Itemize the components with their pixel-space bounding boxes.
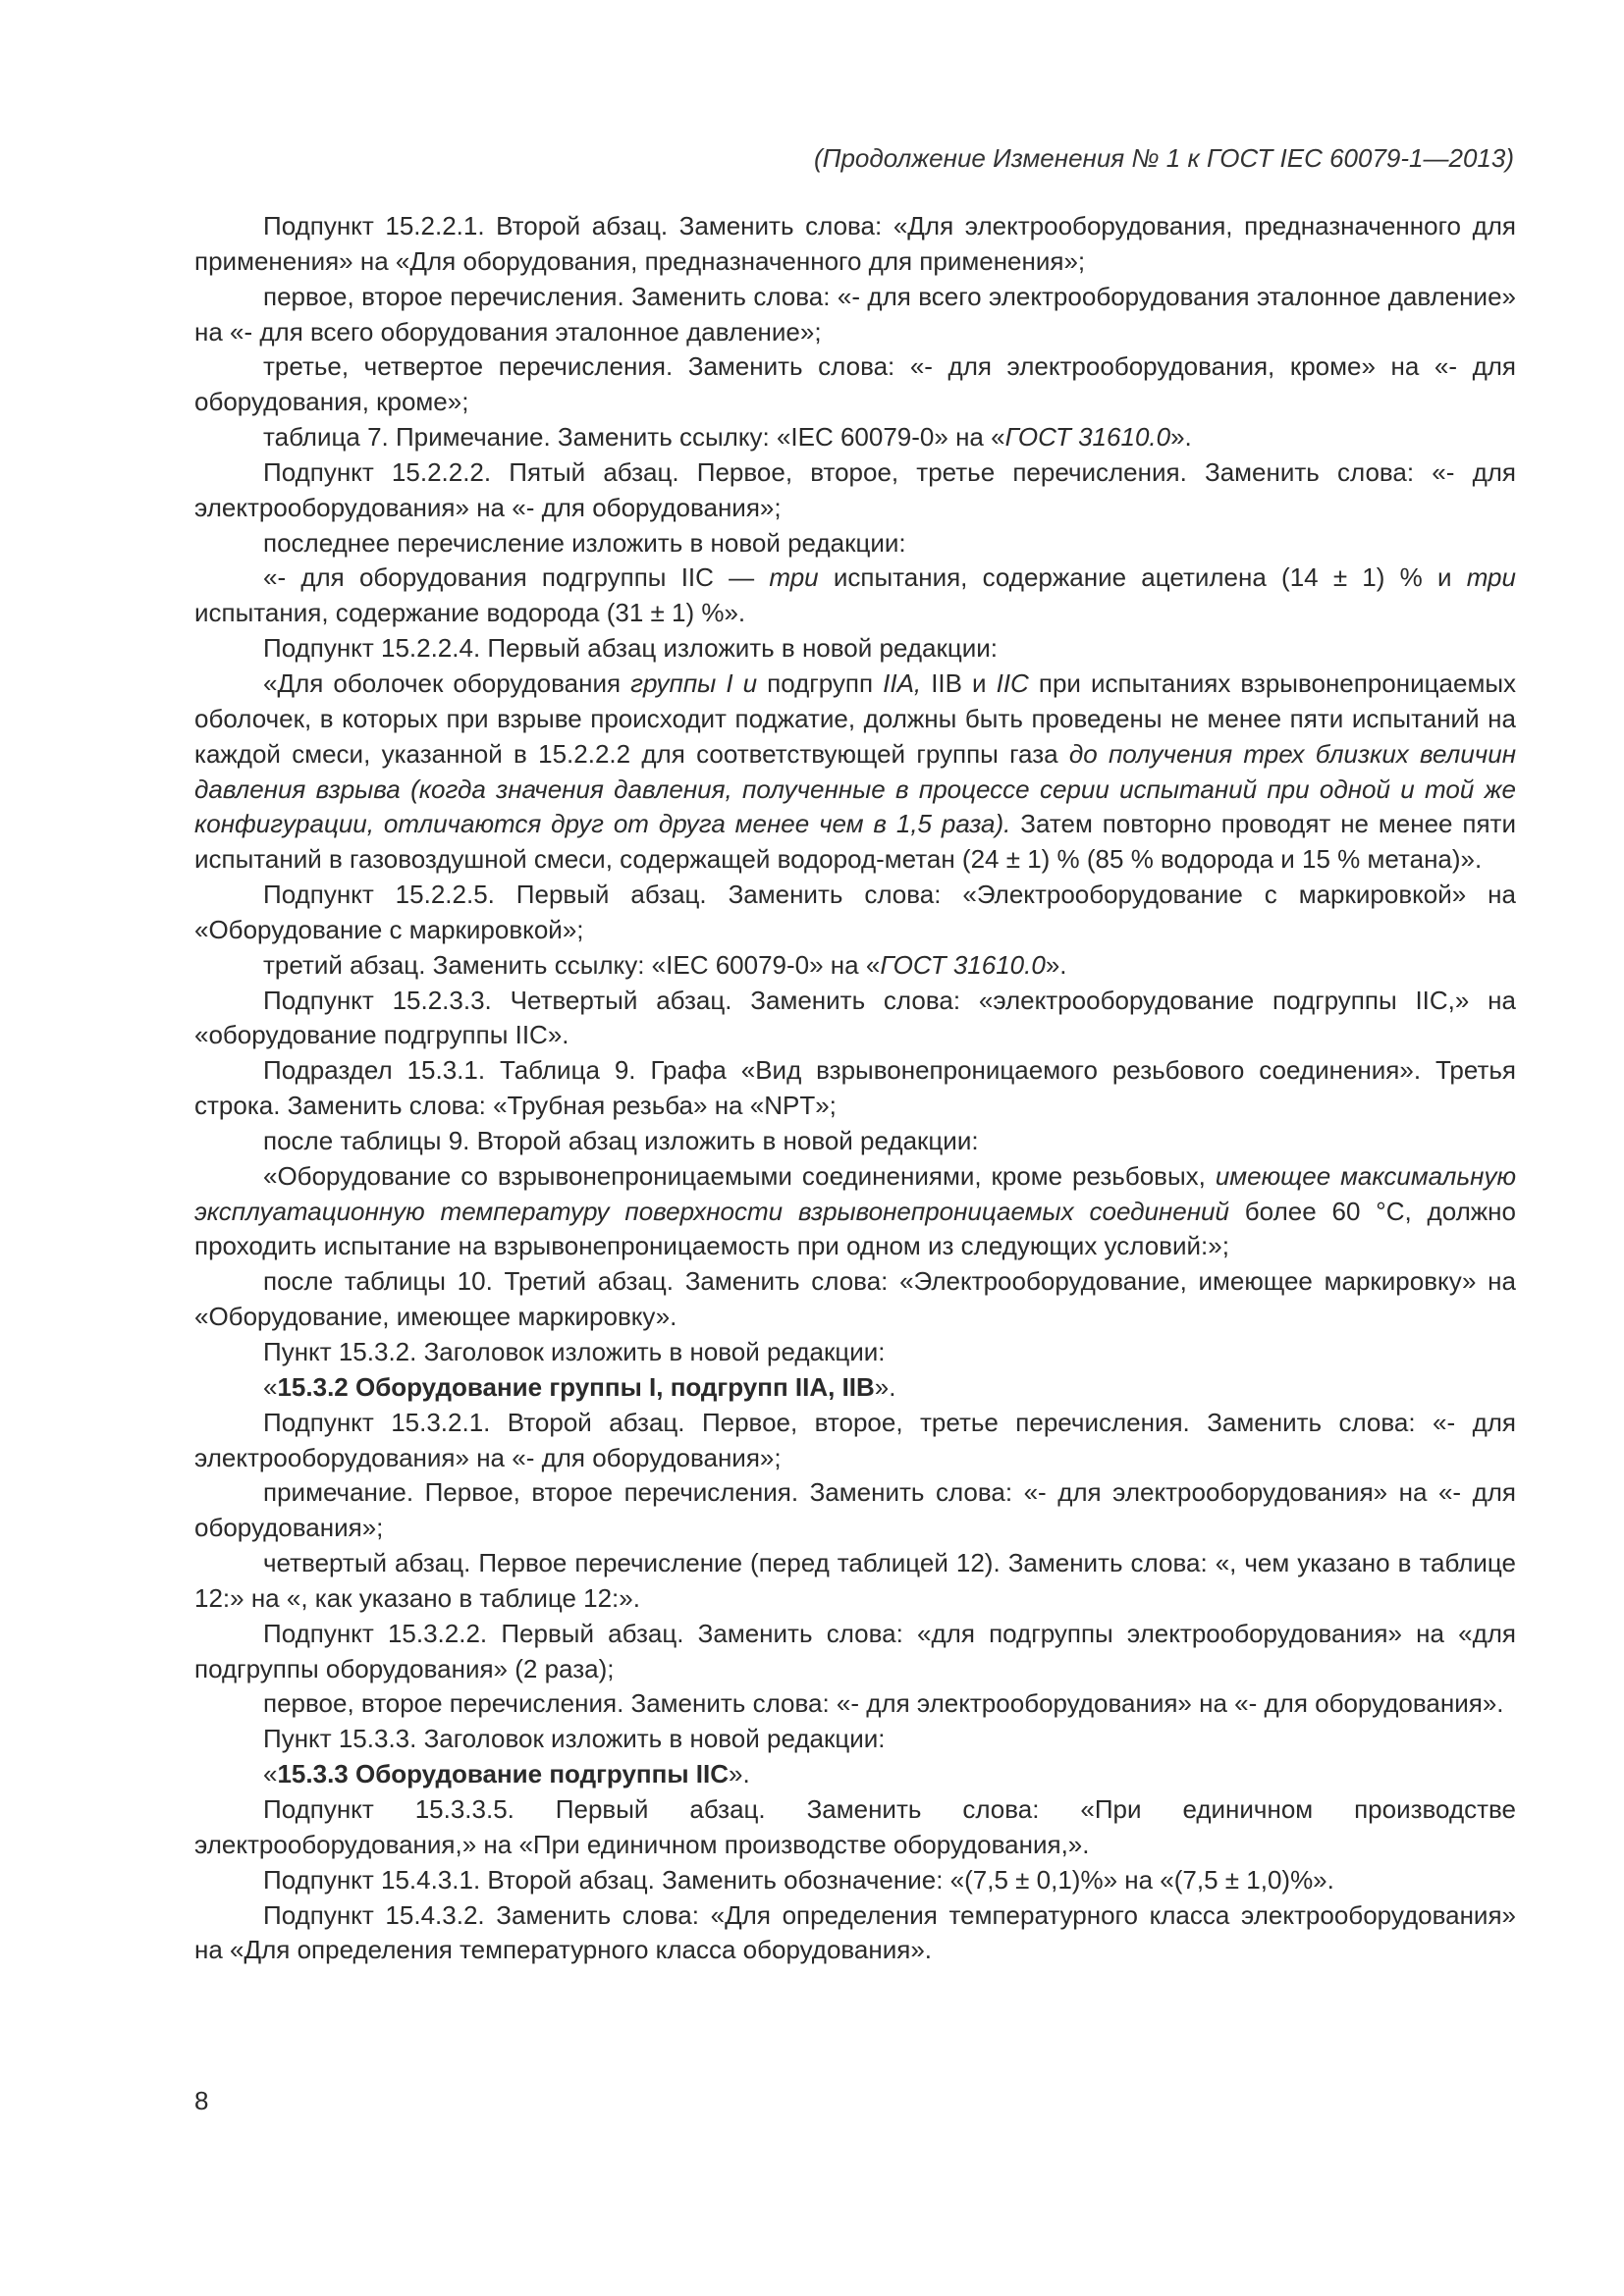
text-run: подгрупп	[757, 667, 884, 698]
paragraph	[194, 667, 1516, 878]
text-run: Подпункт 15.4.3.2. Заменить слова: «Для определения температурного класса электрооборудования» на «Для определения температурного класса оборудования».	[194, 1899, 1516, 1965]
paragraph	[194, 561, 1516, 631]
text-run: примечание. Первое, второе перечисления. Заменить слова: «- для электрооборудования» на «- для оборудования»;	[194, 1477, 1516, 1543]
paragraph	[194, 1264, 1516, 1335]
text-run: после таблицы 9. Второй абзац изложить в новой редакции:	[263, 1125, 979, 1155]
paragraph	[194, 1124, 1516, 1159]
text-run: последнее перечисление изложить в новой редакции:	[263, 527, 906, 558]
text-run: четвертый абзац. Первое перечисление (перед таблицей 12). Заменить слова: «, чем указано в таблице 12:» на «, как указано в таблице 12:».	[194, 1548, 1516, 1613]
text-run: «	[263, 1371, 278, 1402]
text-run: первое, второе перечисления. Заменить слова: «- для всего электрооборудования эталонное давление» на «- для всего оборудования эталонное давление»;	[194, 281, 1516, 347]
text-run: ».	[1045, 949, 1067, 980]
text-run: Затем повторно проводят не менее пяти испытаний в газовоздушной смеси, содержащей водород-метан (24 ± 1) % (85 % водорода и 15 % метана)».	[194, 809, 1516, 875]
text-run: первое, второе перечисления. Заменить слова: «- для электрооборудования» на «- для оборудования».	[263, 1688, 1504, 1719]
italic-text: ГОСТ 31610.0	[880, 949, 1046, 980]
text-run: третье, четвертое перечисления. Заменить слова: «- для электрооборудования, кроме» на «- для оборудования, кроме»;	[194, 351, 1516, 417]
italic-text: имеющее максимальную эксплуатационную температуру поверхности взрывонепроницаемых соединений	[194, 1160, 1516, 1226]
text-run: Подпункт 15.2.2.5. Первый абзац. Заменить слова: «Электрооборудование с маркировкой» на «Оборудование с маркировкой»;	[194, 880, 1516, 944]
italic-text: до получения трех близких величин давления взрыва (когда значения давления, полученные в процессе серии испытаний при одной и той же конфигурации, отличаются друг от друга менее чем в 1,5 раза).	[194, 738, 1517, 839]
document-body	[194, 209, 1516, 1968]
paragraph	[194, 984, 1516, 1054]
text-run: Подпункт 15.2.2.1. Второй абзац. Заменить слова: «Для электрооборудования, предназначенного для применения» на «Для оборудования, предназначенного для применения»;	[194, 211, 1516, 276]
text-run: Подпункт 15.3.2.2. Первый абзац. Заменить слова: «для подгруппы электрооборудования» на «для подгруппы оборудования» (2 раза);	[194, 1618, 1516, 1683]
paragraph	[194, 280, 1516, 350]
text-run: «	[263, 1759, 278, 1789]
paragraph	[194, 1617, 1516, 1687]
paragraph	[194, 1475, 1516, 1546]
italic-text: IIC	[996, 667, 1029, 698]
text-run: таблица 7. Примечание. Заменить ссылку: «IEC 60079-0» на «	[263, 422, 1005, 453]
paragraph	[194, 1863, 1516, 1898]
italic-text: IIA,	[883, 667, 922, 698]
paragraph	[194, 1722, 1516, 1757]
text-run: Подраздел 15.3.1. Таблица 9. Графа «Вид взрывонепроницаемого резьбового соединения». Третья строка. Заменить слова: «Трубная резьба» на «NPT»;	[194, 1055, 1516, 1121]
paragraph	[194, 1757, 1516, 1792]
paragraph	[194, 1159, 1516, 1265]
text-run: Пункт 15.3.2. Заголовок изложить в новой редакции:	[263, 1337, 886, 1366]
paragraph	[194, 631, 1516, 667]
text-run: Пункт 15.3.3. Заголовок изложить в новой редакции:	[263, 1724, 886, 1754]
page-number: 8	[194, 2086, 209, 2115]
text-run: Подпункт 15.4.3.1. Второй абзац. Заменить обозначение: «(7,5 ± 0,1)%» на «(7,5 ± 1,0)%».	[263, 1864, 1334, 1895]
text-run: Подпункт 15.3.2.1. Второй абзац. Первое, второе, третье перечисления. Заменить слова: «- для электрооборудования» на «- для оборудования»;	[194, 1407, 1516, 1472]
paragraph	[194, 1406, 1516, 1476]
text-run: Подпункт 15.2.2.2. Пятый абзац. Первое, второе, третье перечисления. Заменить слова: «- для электрооборудования» на «- для оборудования»;	[194, 456, 1516, 522]
paragraph	[194, 1686, 1516, 1722]
paragraph	[194, 420, 1516, 455]
text-run: ».	[1170, 422, 1192, 453]
text-run: при испытаниях взрывонепроницаемых оболочек, в которых при взрыве происходит поджатие, должны быть проведены не менее пяти испытаний на каждой смеси, указанной в 15.2.2.2 для соответствующей группы газа	[194, 667, 1517, 769]
paragraph	[194, 1053, 1516, 1124]
italic-text: три	[769, 562, 819, 593]
text-run: «Оборудование со взрывонепроницаемыми соединениями, кроме резьбовых,	[263, 1160, 1216, 1191]
bold-text: 15.3.2 Оборудование группы I, подгрупп IIA, IIB	[277, 1371, 875, 1402]
italic-text: ГОСТ 31610.0	[1004, 422, 1171, 453]
page-header: (Продолжение Изменения № 1 к ГОСТ IEC 60079-1—2013)	[813, 143, 1514, 173]
text-run: «Для оболочек оборудования	[263, 667, 631, 698]
paragraph	[194, 526, 1516, 561]
text-run: третий абзац. Заменить ссылку: «IEC 60079-0» на «	[263, 949, 881, 980]
text-run: ».	[729, 1759, 750, 1789]
italic-text: группы I и	[630, 667, 758, 698]
paragraph	[194, 455, 1516, 526]
text-run: Подпункт 15.3.3.5. Первый абзац. Заменить слова: «При единичном производстве электрооборудования,» на «При единичном производстве оборудования,».	[194, 1793, 1516, 1859]
text-run: более 60 °С, должно проходить испытание на взрывонепроницаемость при одном из следующих условий:»;	[194, 1196, 1516, 1261]
paragraph	[194, 1792, 1516, 1863]
paragraph	[194, 1546, 1516, 1617]
text-run: ».	[874, 1371, 896, 1402]
paragraph	[194, 1335, 1516, 1370]
bold-text: 15.3.3 Оборудование подгруппы IIC	[277, 1759, 729, 1789]
paragraph	[194, 209, 1516, 280]
text-run: Подпункт 15.2.3.3. Четвертый абзац. Заменить слова: «электрооборудование подгруппы IIC,» на «оборудование подгруппы IIC».	[194, 985, 1516, 1050]
text-run: «- для оборудования подгруппы IIC —	[263, 562, 770, 593]
paragraph	[194, 1898, 1516, 1969]
text-run: Подпункт 15.2.2.4. Первый абзац изложить в новой редакции:	[263, 633, 999, 664]
italic-text: три	[1466, 562, 1516, 593]
paragraph	[194, 878, 1516, 948]
paragraph	[194, 349, 1516, 420]
paragraph	[194, 1370, 1516, 1406]
text-run: после таблицы 10. Третий абзац. Заменить слова: «Электрооборудование, имеющее маркировку» на «Оборудование, имеющее маркировку».	[194, 1266, 1516, 1332]
text-run: испытания, содержание водорода (31 ± 1) %».	[194, 598, 746, 628]
text-run: испытания, содержание ацетилена (14 ± 1) % и	[818, 562, 1467, 593]
paragraph	[194, 948, 1516, 984]
text-run: IIB и	[921, 667, 997, 698]
